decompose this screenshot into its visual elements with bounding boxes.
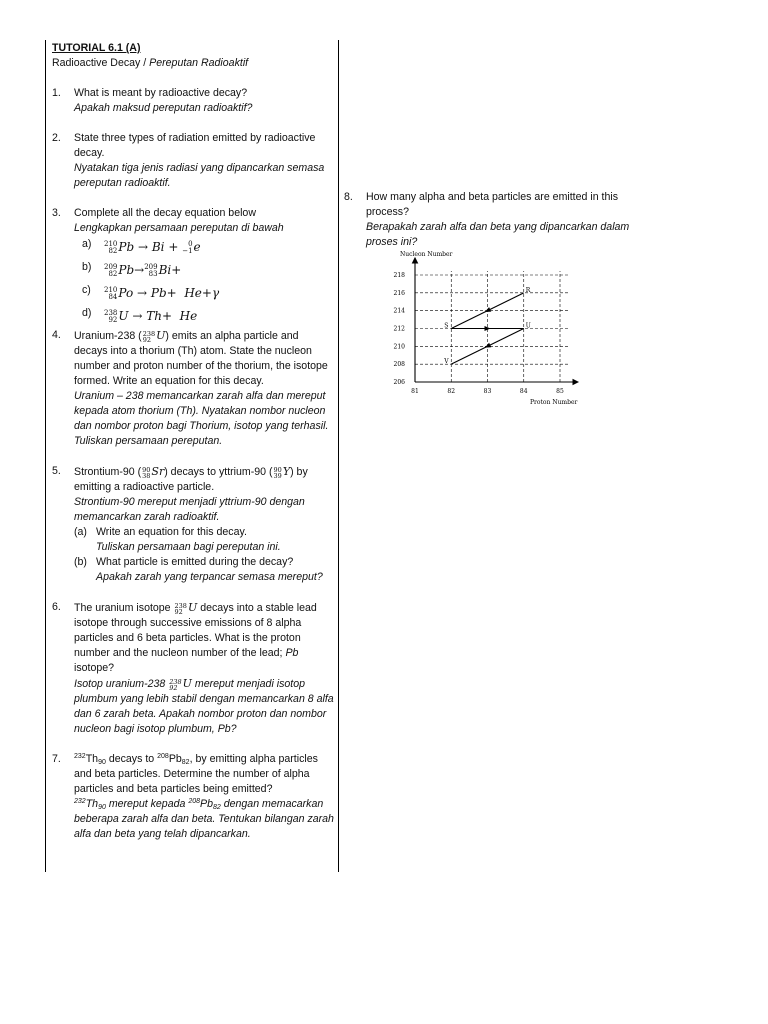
question-3-english: Complete all the decay equation below (74, 207, 256, 219)
decay-path-arrow (484, 307, 492, 314)
question-5-malay: Strontium-90 mereput menjadi yttrium-90 dengan memancarkan zarah radioaktif. (74, 496, 305, 523)
tutorial-subtitle: Radioactive Decay / Pereputan Radioaktif (52, 57, 249, 69)
question-5: 5. Strontium-90 ( 90 38 Sr) decays to yttrium-90 ( 90 39 Y) by emitting a radioactive particle. Strontium-90 mereput menjadi yttrium-90 dengan memancarkan zarah radioaktif. (a) Write an equation for this decay. Tuliskan persamaan bagi pereputan ini. (b) What particle is emitted during the decay? Apakah zarah yang terpancar semasa mereput? (52, 464, 334, 585)
question-5a: (a) Write an equation for this decay. Tuliskan persamaan bagi pereputan ini. (74, 526, 281, 553)
question-6: 6. The uranium isotope 238 92 U decays into a stable lead isotope through successive emissions of 8 alpha particles and 6 beta particles. What is the proton number and the nucleon number of the lead; Pb isotope? Isotop uranium-238 238 92 U mereput menjadi isotop plumbum yang lebih stabil dengan memancarkan 8 alfa dan 6 zarah beta. Apakah nombor proton dan nombor nucleon bagi isotop plumbum, Pb? (52, 601, 334, 735)
x-tick-label: 81 (411, 388, 419, 395)
question-8: 8. How many alpha and beta particles are emitted in this process? Berapakah zarah alfa dan beta yang dipancarkan dalam proses ini? (344, 190, 634, 250)
decay-path-arrow (484, 343, 492, 350)
y-tick-label: 214 (393, 307, 405, 315)
question-2-english: State three types of radiation emitted by radioactive decay. (74, 132, 316, 159)
question-3-malay: Lengkapkan persamaan pereputan di bawah (74, 222, 284, 234)
y-tick-label: 208 (393, 361, 405, 369)
left-column (52, 41, 334, 842)
column-divider-line (338, 40, 339, 872)
question-7-english: $^{232}Th_{90}$ decays to $^{208}Pb_{82}$, by emitting alpha particles and beta particles. Determine the number of alpha particles and beta particles being emitted? (74, 753, 318, 795)
question-8-english: How many alpha and beta particles are emitted in this process? (366, 191, 619, 218)
x-tick-label: 83 (483, 388, 492, 395)
equation-a: a) 210 82 Pb → Bi + 0 −1 e (82, 238, 201, 255)
question-2-malay: Nyatakan tiga jenis radiasi yang dipancarkan semasa pereputan radioaktif. (74, 162, 325, 189)
question-4-english: Uranium-238 ( 238 92 U) emits an alpha particle and decays into a thorium (Th) atom. State the nucleon number and proton number of the thorium, the isotope formed. Write an equation for this decay. (74, 329, 328, 387)
point-label-v: V (444, 358, 449, 366)
question-6-malay: Isotop uranium-238 238 92 U mereput menjadi isotop plumbum yang lebih stabil dengan memancarkan 8 alfa dan 6 zarah beta. Apakah nombor proton dan nombor nucleon bagi isotop plumbum, Pb? (74, 677, 334, 735)
y-tick-label: 212 (393, 325, 405, 333)
question-1: 1. What is meant by radioactive decay? Apakah maksud pereputan radioaktif? (52, 86, 334, 116)
question-4-malay: Uranium – 238 memancarkan zarah alfa dan mereput kepada atom thorium (Th). Nyatakan nombor nucleon dan nombor proton bagi Thorium, isotop yang terhasil. Tuliskan persamaan pereputan. (74, 390, 329, 447)
question-5b: (b) What particle is emitted during the decay? Apakah zarah yang terpancar semasa mereput? (74, 556, 323, 583)
question-6-english: The uranium isotope 238 92 U decays into a stable lead isotope through successive emissions of 8 alpha particles and 6 beta particles. What is the proton number and the nucleon number of the lead; Pb isotope? (74, 601, 317, 674)
tutorial-title: TUTORIAL 6.1 (A) (52, 42, 141, 54)
x-tick-label: 82 (447, 388, 456, 395)
point-label-r: R (525, 286, 531, 294)
question-3: 3. Complete all the decay equation below Lengkapkan persamaan pereputan di bawah (52, 206, 334, 236)
question-1-malay: Apakah maksud pereputan radioaktif? (74, 102, 253, 114)
x-tick-label: 85 (556, 388, 564, 395)
question-4: 4. Uranium-238 ( 238 92 U) emits an alpha particle and decays into a thorium (Th) atom. State the nucleon number and proton number of the thorium, the isotope formed. Write an equation for this decay. Uranium – 238 memancarkan zarah alfa dan mereput kepada atom thorium (Th). Nyatakan nombor nucleon dan nombor proton bagi Thorium, isotop yang terhasil. Tuliskan persamaan pereputan. (52, 328, 334, 449)
point-label-s: S (444, 322, 449, 330)
equation-d: d) 238 92 U → Th+ He (82, 307, 198, 324)
question-8-malay: Berapakah zarah alfa dan beta yang dipancarkan dalam proses ini? (366, 221, 630, 248)
question-5-english: Strontium-90 ( 90 38 Sr) decays to yttrium-90 ( 90 39 Y) by emitting a radioactive particle. (74, 465, 308, 493)
question-7-malay: $^{232}Th_{90}$ mereput kepada $^{208}Pb_{82}$ dengan memacarkan beberapa zarah alfa dan beta. Tentukan bilangan zarah alfa dan beta yang telah dipancarkan. (74, 798, 334, 840)
y-tick-label: 218 (393, 272, 405, 279)
point-label-u: U (525, 322, 531, 330)
y-tick-label: 206 (393, 379, 405, 386)
question-2: 2. State three types of radiation emitted by radioactive decay. Nyatakan tiga jenis radiasi yang dipancarkan semasa pereputan radioaktif. (52, 131, 334, 191)
equation-c: c) 210 84 Po → Pb+ He+γ (82, 284, 220, 301)
left-border-line (45, 40, 46, 872)
y-axis-label: Nucleon Number (400, 251, 453, 258)
decay-equations (52, 236, 334, 328)
y-tick-label: 216 (393, 289, 405, 297)
x-tick-label: 84 (519, 388, 528, 395)
question-1-english: What is meant by radioactive decay? (74, 87, 248, 99)
y-tick-label: 210 (393, 343, 405, 351)
question-7: 7. $^{232}Th_{90}$ decays to $^{208}Pb_{82}$, by emitting alpha particles and beta particles. Determine the number of alpha particles and beta particles being emitted? $^{232}Th_{90}$ mereput kepada $^{208}Pb_{82}$ dengan memacarkan beberapa zarah alfa dan beta. Tentukan bilangan zarah alfa dan beta yang telah dipancarkan. (52, 753, 334, 840)
decay-chart (360, 250, 582, 410)
x-axis-label: Proton Number (530, 399, 578, 406)
equation-b: b) 209 82 Pb→ 209 83 Bi+ (82, 261, 182, 278)
right-column (344, 190, 634, 250)
